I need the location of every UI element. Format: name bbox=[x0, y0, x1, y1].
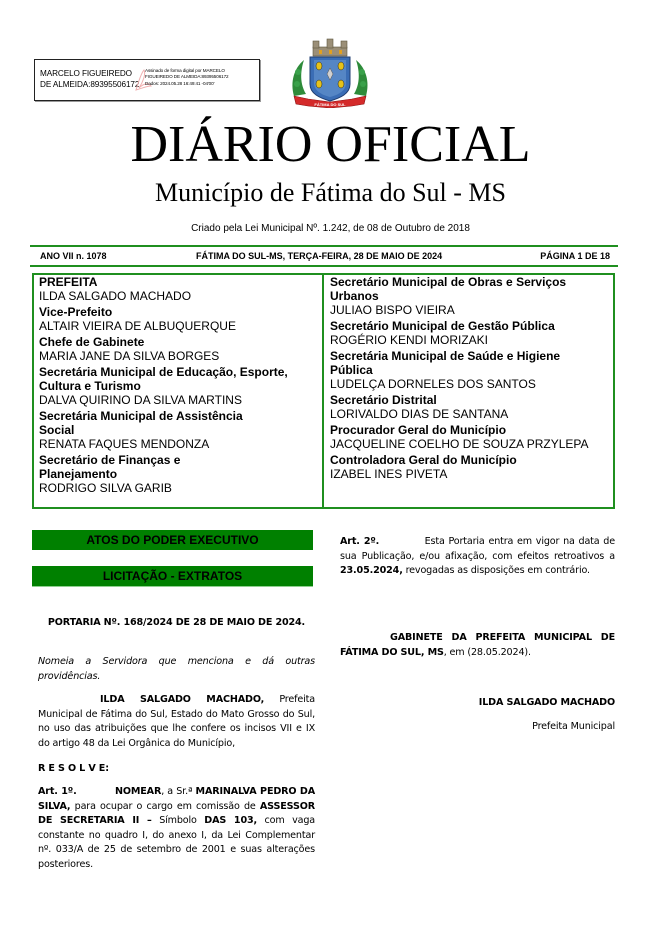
portaria-ementa: Nomeia a Servidora que menciona e dá outras providências. bbox=[38, 656, 315, 682]
authority-name: LORIVALDO DIAS DE SANTANA bbox=[330, 407, 509, 421]
digital-signature-stamp[interactable] bbox=[34, 59, 260, 101]
authority-role: Vice-Prefeito bbox=[39, 305, 113, 319]
authority-name: MARIA JANE DA SILVA BORGES bbox=[39, 349, 220, 363]
authority-name: RENATA FAQUES MENDONZA bbox=[39, 437, 210, 451]
article-1: Art. 1º. NOMEAR, a Sr.ª MARINALVA PEDRO DA SILVA, para ocupar o cargo em comissão de ASSESSOR DE SECRETARIA II – Símbolo DAS 103, com vaga constante no quadro I, do anexo I, da Lei Complementar nº. 033/A de 25 de setembro de 2001 e suas alterações posteriores. bbox=[38, 786, 316, 870]
authority-name: ALTAIR VIEIRA DE ALBUQUERQUE bbox=[39, 319, 236, 333]
banner-underline bbox=[32, 586, 313, 587]
divider-bottom bbox=[30, 265, 618, 267]
edition-number: ANO VII n. 1078 bbox=[40, 251, 107, 261]
municipality-subtitle: Município de Fátima do Sul - MS bbox=[155, 178, 506, 207]
authority-role: Procurador Geral do Município bbox=[330, 423, 507, 437]
edition-info-bar bbox=[40, 250, 610, 264]
section-banner-bidding-extracts: LICITAÇÃO - EXTRATOS bbox=[32, 566, 313, 586]
authority-role: Secretária Municipal de Saúde e Higiene Pública bbox=[330, 349, 561, 377]
portaria-preamble: ILDA SALGADO MACHADO, Prefeita Municipal de Fátima do Sul, Estado do Mato Grosso do Sul, no uso das atribuições que lhe confere os incisos VII e IX do artigo 48 da Lei Orgânica do Município, bbox=[38, 694, 315, 749]
svg-text:FÁTIMA DO SUL: FÁTIMA DO SUL bbox=[314, 102, 346, 107]
signer-name-footer: ILDA SALGADO MACHADO bbox=[478, 697, 615, 708]
signer-name: MARCELO FIGUEIREDO DE ALMEIDA:89395506172 bbox=[40, 69, 140, 89]
divider-top bbox=[30, 245, 618, 247]
authority-role: Chefe de Gabinete bbox=[39, 335, 145, 349]
authorities-left-column bbox=[39, 275, 319, 497]
authority-name: IZABEL INES PIVETA bbox=[330, 467, 448, 481]
authority-role: Secretária Municipal de Assistência Social bbox=[39, 409, 243, 437]
authority-role: PREFEITA bbox=[39, 275, 98, 289]
authority-name: ILDA SALGADO MACHADO bbox=[39, 289, 192, 303]
place-and-date: FÁTIMA DO SUL-MS, TERÇA-FEIRA, 28 DE MAIO DE 2024 bbox=[196, 251, 443, 261]
authorities-column-divider bbox=[322, 273, 324, 509]
portaria-title: PORTARIA Nº. 168/2024 DE 28 DE MAIO DE 2024. bbox=[47, 617, 306, 628]
newspaper-title: DIÁRIO OFICIAL bbox=[130, 116, 531, 173]
coat-of-arms-icon bbox=[288, 38, 372, 108]
signature-details: Assinado de forma digital por MARCELO FIGUEIREDO DE ALMEIDA:89395506172 Dados: 2024.05.28 16:49:41 -04'00' bbox=[145, 68, 229, 86]
section-banner-executive-acts: ATOS DO PODER EXECUTIVO bbox=[32, 530, 313, 550]
authority-role: Secretário Distrital bbox=[330, 393, 437, 407]
authority-role: Secretário de Finanças e Planejamento bbox=[39, 453, 181, 481]
article-2: Art. 2º. Esta Portaria entra em vigor na data de sua Publicação, e/ou afixação, com efeitos retroativos a 23.05.2024, revogadas as disposições em contrário. bbox=[340, 536, 616, 577]
authority-name: ROGÉRIO KENDI MORIZAKI bbox=[330, 333, 489, 347]
signer-title: Prefeita Municipal bbox=[532, 721, 615, 732]
creation-law-note: Criado pela Lei Municipal Nº. 1.242, de 08 de Outubro de 2018 bbox=[191, 223, 470, 234]
authority-name: JULIAO BISPO VIEIRA bbox=[330, 303, 455, 317]
authority-role: Secretário Municipal de Obras e Serviços Urbanos bbox=[330, 275, 567, 303]
page-indicator: PÁGINA 1 DE 18 bbox=[540, 251, 610, 261]
authority-role: Secretário Municipal de Gestão Pública bbox=[330, 319, 555, 333]
authority-name: RODRIGO SILVA GARIB bbox=[39, 481, 172, 495]
authority-name: DALVA QUIRINO DA SILVA MARTINS bbox=[39, 393, 242, 407]
authority-name: LUDELÇA DORNELES DOS SANTOS bbox=[330, 377, 536, 391]
authority-role: Controladora Geral do Município bbox=[330, 453, 517, 467]
resolve-heading: R E S O L V E: bbox=[38, 763, 109, 774]
authorities-right-column bbox=[330, 275, 615, 483]
authority-name: JACQUELINE COELHO DE SOUZA PRZYLEPA bbox=[330, 437, 589, 451]
closing-statement: GABINETE DA PREFEITA MUNICIPAL DE FÁTIMA DO SUL, MS, em (28.05.2024). bbox=[340, 632, 615, 658]
authority-role: Secretária Municipal de Educação, Esporte, Cultura e Turismo bbox=[39, 365, 288, 393]
